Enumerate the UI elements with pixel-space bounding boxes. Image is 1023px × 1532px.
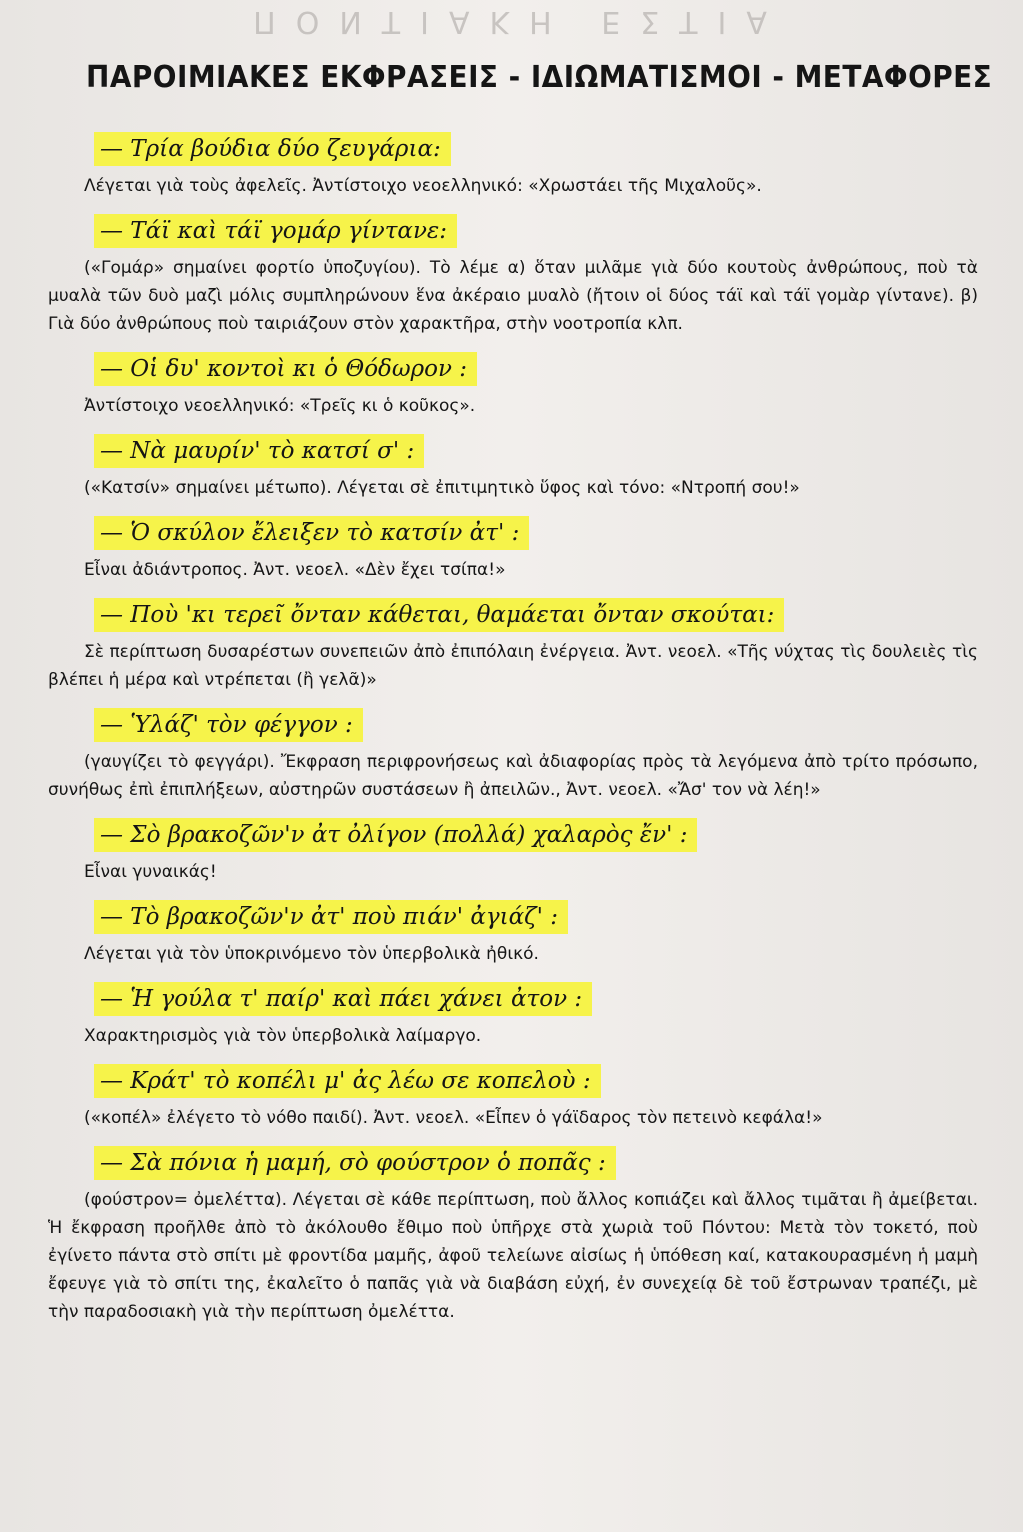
proverb-phrase-highlight: — Ὁ σκύλον ἔλειξεν τὸ κατσίν ἀτ' :	[94, 516, 529, 550]
proverb-entry	[48, 900, 978, 968]
proverb-explanation: Εἶναι ἀδιάντροπος. Ἀντ. νεοελ. «Δὲν ἔχει τσίπα!»	[84, 560, 506, 580]
proverb-phrase-highlight: — Τὸ βρακοζῶν'ν ἀτ' ποὺ πιάν' ἀγιάζ' :	[94, 900, 568, 934]
proverb-explanation: Εἶναι γυναικάς!	[84, 862, 217, 882]
proverb-phrase-highlight: — Οἱ δυ' κοντοὶ κι ὁ Θόδωρον :	[94, 352, 477, 386]
proverb-explanation: («κοπέλ» ἐλέγετο τὸ νόθο παιδί). Ἀντ. νεοελ. «Εἶπεν ὁ γάϊδαρος τὸν πετεινὸ κεφάλα!»	[84, 1108, 823, 1128]
proverb-phrase-highlight: — Ποὺ 'κι τερεῖ ὄνταν κάθεται, θαμάεται ὄνταν σκούται:	[94, 598, 784, 632]
proverb-explanation: Λέγεται γιὰ τὸν ὑποκρινόμενο τὸν ὑπερβολικὰ ἠθικό.	[84, 944, 539, 964]
proverb-entry	[48, 982, 978, 1050]
proverb-entry	[48, 214, 978, 338]
proverb-phrase-highlight: — Ἡ γούλα τ' παίρ' καὶ πάει χάνει ἀτον :	[94, 982, 592, 1016]
proverb-explanation: (γαυγίζει τὸ φεγγάρι). Ἔκφραση περιφρονήσεως καὶ ἀδιαφορίας πρὸς τὰ λεγόμενα ἀπὸ τρίτο πρόσωπο, συνήθως ἐπὶ ἐπιπλήξεων, αὐστηρῶν συστάσεων ἢ ἀπειλῶν., Ἀντ. νεοελ. «Ἄσ' τον νὰ λέη!»	[48, 752, 978, 800]
proverb-list	[48, 132, 978, 1340]
proverb-entry	[48, 352, 978, 420]
page-title: ΠΑΡΟΙΜΙΑΚΕΣ ΕΚΦΡΑΣΕΙΣ - ΙΔΙΩΜΑΤΙΣΜΟΙ - ΜΕΤΑΦΟΡΕΣ	[86, 60, 993, 95]
proverb-phrase-highlight: — Κράτ' τὸ κοπέλι μ' ἀς λέω σε κοπελοὺ :	[94, 1064, 601, 1098]
proverb-explanation: («Κατσίν» σημαίνει μέτωπο). Λέγεται σὲ ἐπιτιμητικὸ ὕφος καὶ τόνο: «Ντροπή σου!»	[84, 478, 800, 498]
proverb-entry	[48, 598, 978, 694]
proverb-explanation: Χαρακτηρισμὸς γιὰ τὸν ὑπερβολικὰ λαίμαργο.	[84, 1026, 482, 1046]
proverb-explanation: (φούστρον= ὀμελέττα). Λέγεται σὲ κάθε περίπτωση, ποὺ ἄλλος κοπιάζει καὶ ἄλλος τιμᾶται ἢ ἀμείβεται. Ἡ ἔκφραση προῆλθε ἀπὸ τὸ ἀκόλουθο ἔθιμο ποὺ ὑπῆρχε στὰ χωριὰ τοῦ Πόντου: Μετὰ τὸν τοκετό, ποὺ ἐγίνετο πάντα στὸ σπίτι μὲ φροντίδα μαμῆς, ἀφοῦ τελείωνε αἰσίως ἡ ὑπόθεση καί, κατακουρασμένη ἡ μαμὴ ἔφευγε γιὰ τὸ σπίτι της, ἐκαλεῖτο ὁ παπᾶς γιὰ νὰ διαβάση εὐχή, ἐν συνεχείᾳ δὲ τοῦ ἔστρωναν τραπέζι, μὲ τὴν παραδοσιακὴ γιὰ τὴν περίπτωση ὀμελέττα.	[48, 1190, 978, 1322]
proverb-explanation: («Γομάρ» σημαίνει φορτίο ὑποζυγίου). Τὸ λέμε α) ὅταν μιλᾶμε γιὰ δύο κουτοὺς ἀνθρώπους, ποὺ τὰ μυαλὰ τῶν δυὸ μαζὶ μόλις συμπληρώνουν ἕνα ἀκέραιο μυαλὸ (ἤτοιν οἱ δύος τάϊ καὶ τάϊ γομὰρ γίντανε). β) Γιὰ δύο ἀνθρώπους ποὺ ταιριάζουν στὸν χαρακτῆρα, στὴν νοοτροπία κλπ.	[48, 258, 978, 334]
proverb-explanation: Σὲ περίπτωση δυσαρέστων συνεπειῶν ἀπὸ ἐπιπόλαιη ἐνέργεια. Ἀντ. νεοελ. «Τῆς νύχτας τὶς δουλειὲς τὶς βλέπει ἡ μέρα καὶ ντρέπεται (ἢ γελᾶ)»	[48, 642, 978, 690]
proverb-entry	[48, 132, 978, 200]
proverb-entry	[48, 434, 978, 502]
proverb-entry	[48, 818, 978, 886]
proverb-entry	[48, 1146, 978, 1326]
proverb-phrase-highlight: — Νὰ μαυρίν' τὸ κατσί σ' :	[94, 434, 424, 468]
proverb-entry	[48, 708, 978, 804]
proverb-phrase-highlight: — Τάϊ καὶ τάϊ γομάρ γίντανε:	[94, 214, 457, 248]
proverb-explanation: Ἀντίστοιχο νεοελληνικό: «Τρεῖς κι ὁ κοῦκος».	[84, 396, 476, 416]
proverb-phrase-highlight: — Ὑλάζ' τὸν φέγγον :	[94, 708, 363, 742]
proverb-phrase-highlight: — Σὰ πόνια ἡ μαμή, σὸ φούστρον ὁ ποπᾶς :	[94, 1146, 616, 1180]
proverb-phrase-highlight: — Σὸ βρακοζῶν'ν ἀτ ὀλίγον (πολλά) χαλαρὸς ἔν' :	[94, 818, 697, 852]
proverb-explanation: Λέγεται γιὰ τοὺς ἀφελεῖς. Ἀντίστοιχο νεοελληνικό: «Χρωστάει τῆς Μιχαλοῦς».	[84, 176, 762, 196]
proverb-phrase-highlight: — Τρία βούδια δύο ζευγάρια:	[94, 132, 451, 166]
proverb-entry	[48, 516, 978, 584]
running-header: ΠΟΝΤΙΑΚΗ ΕΣΤΙΑ	[253, 4, 787, 39]
proverb-entry	[48, 1064, 978, 1132]
